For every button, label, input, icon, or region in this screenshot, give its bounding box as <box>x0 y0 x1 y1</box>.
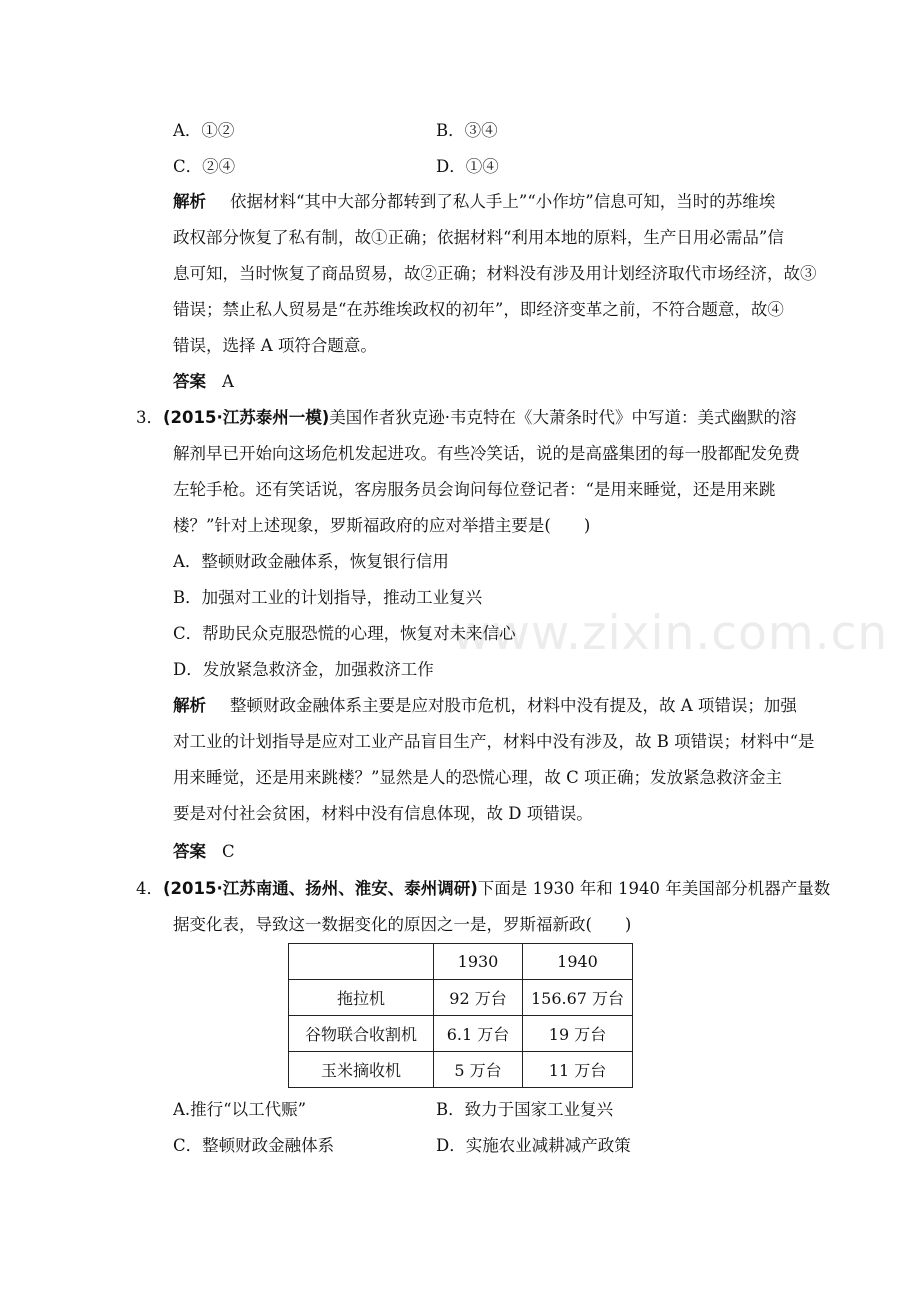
q3-analysis-line-3: 用来睡觉，还是用来跳楼？”显然是人的恐慌心理，故 C 项正确；发放紧急救济金主 <box>173 768 783 787</box>
q3-stem-line-4: 楼？”针对上述现象，罗斯福政府的应对举措主要是( ) <box>173 516 591 535</box>
q3-stem-line-1 <box>136 407 797 429</box>
table-cell: 19 万台 <box>523 1016 633 1052</box>
q3-analysis-line-4: 要是对付社会贫困，材料中没有信息体现，故 D 项错误。 <box>173 804 593 823</box>
table-row <box>289 1016 633 1052</box>
table-header-cell: 1930 <box>434 944 523 980</box>
table-cell: 拖拉机 <box>289 980 434 1016</box>
q2-analysis-line-4: 错误；禁止私人贸易是“在苏维埃政权的初年”，即经济变革之前，不符合题意，故④ <box>173 300 784 319</box>
q3-stem-line-3: 左轮手枪。还有笑话说，客房服务员会询问每位登记者：“是用来睡觉，还是用来跳 <box>173 480 776 499</box>
q3-option-c: C．帮助民众克服恐慌的心理，恢复对未来信心 <box>173 624 516 643</box>
q3-stem-text-1: 美国作者狄克逊·韦克特在《大萧条时代》中写道：美式幽默的溶 <box>329 408 797 427</box>
table-cell: 92 万台 <box>434 980 523 1016</box>
q4-source: (2015·江苏南通、扬州、淮安、泰州调研) <box>163 879 478 898</box>
watermark: www.zixin.com.cn <box>452 606 889 661</box>
table-cell: 玉米摘收机 <box>289 1052 434 1088</box>
q2-analysis-line-5: 错误，选择 A 项符合题意。 <box>173 336 377 355</box>
q4-option-d: D．实施农业减耕减产政策 <box>436 1136 631 1155</box>
table-header-cell: 1940 <box>523 944 633 980</box>
q2-answer <box>173 371 234 393</box>
q3-option-a: A．整顿财政金融体系，恢复银行信用 <box>173 552 449 571</box>
q3-answer <box>173 841 235 863</box>
q3-analysis-text-1: 整顿财政金融体系主要是应对股市危机，材料中没有提及，故 A 项错误；加强 <box>230 696 797 715</box>
q2-analysis-line-1 <box>173 191 775 213</box>
table-header-row <box>289 944 633 980</box>
table-cell: 156.67 万台 <box>523 980 633 1016</box>
q3-option-b: B．加强对工业的计划指导，推动工业复兴 <box>173 588 483 607</box>
q3-number: 3． <box>136 408 163 427</box>
q2-analysis-line-2: 政权部分恢复了私有制，故①正确；依据材料“利用本地的原料，生产日用必需品”信 <box>173 228 784 247</box>
q2-option-a: A．①② <box>173 121 235 140</box>
table-cell: 谷物联合收割机 <box>289 1016 434 1052</box>
q3-analysis-line-1 <box>173 695 797 717</box>
q4-option-a: A.推行“以工代赈” <box>173 1100 307 1119</box>
q4-stem-text-1: 下面是 1930 年和 1940 年美国部分机器产量数 <box>477 879 831 898</box>
q2-option-d: D．①④ <box>436 157 499 176</box>
table-cell: 6.1 万台 <box>434 1016 523 1052</box>
table-row <box>289 1052 633 1088</box>
q4-option-c: C．整顿财政金融体系 <box>173 1136 335 1155</box>
q3-answer-label: 答案 <box>173 842 206 861</box>
q2-analysis-line-3: 息可知，当时恢复了商品贸易，故②正确；材料没有涉及用计划经济取代市场经济，故③ <box>173 264 817 283</box>
table-cell: 11 万台 <box>523 1052 633 1088</box>
q3-analysis-label: 解析 <box>173 696 206 715</box>
q2-answer-value: A <box>222 372 234 391</box>
machine-output-table <box>288 943 633 1088</box>
q3-analysis-line-2: 对工业的计划指导是应对工业产品盲目生产，材料中没有涉及，故 B 项错误；材料中“是 <box>173 732 815 751</box>
q3-answer-value: C <box>222 842 235 861</box>
q4-number: 4． <box>136 879 163 898</box>
q4-stem-line-2: 据变化表，导致这一数据变化的原因之一是，罗斯福新政( ) <box>173 915 632 934</box>
q3-source: (2015·江苏泰州一模) <box>163 408 330 427</box>
q4-option-b: B．致力于国家工业复兴 <box>436 1100 614 1119</box>
q2-answer-label: 答案 <box>173 372 206 391</box>
q2-option-b: B．③④ <box>436 121 498 140</box>
q4-stem-line-1 <box>136 878 830 900</box>
q3-option-d: D．发放紧急救济金，加强救济工作 <box>173 660 434 679</box>
table-header-cell <box>289 944 434 980</box>
table-row <box>289 980 633 1016</box>
q2-analysis-label: 解析 <box>173 192 206 211</box>
q2-option-c: C．②④ <box>173 157 236 176</box>
table-cell: 5 万台 <box>434 1052 523 1088</box>
q2-analysis-text-1: 依据材料“其中大部分都转到了私人手上”“小作坊”信息可知，当时的苏维埃 <box>230 192 776 211</box>
q3-stem-line-2: 解剂早已开始向这场危机发起进攻。有些冷笑话，说的是高盛集团的每一股都配发免费 <box>173 444 800 463</box>
